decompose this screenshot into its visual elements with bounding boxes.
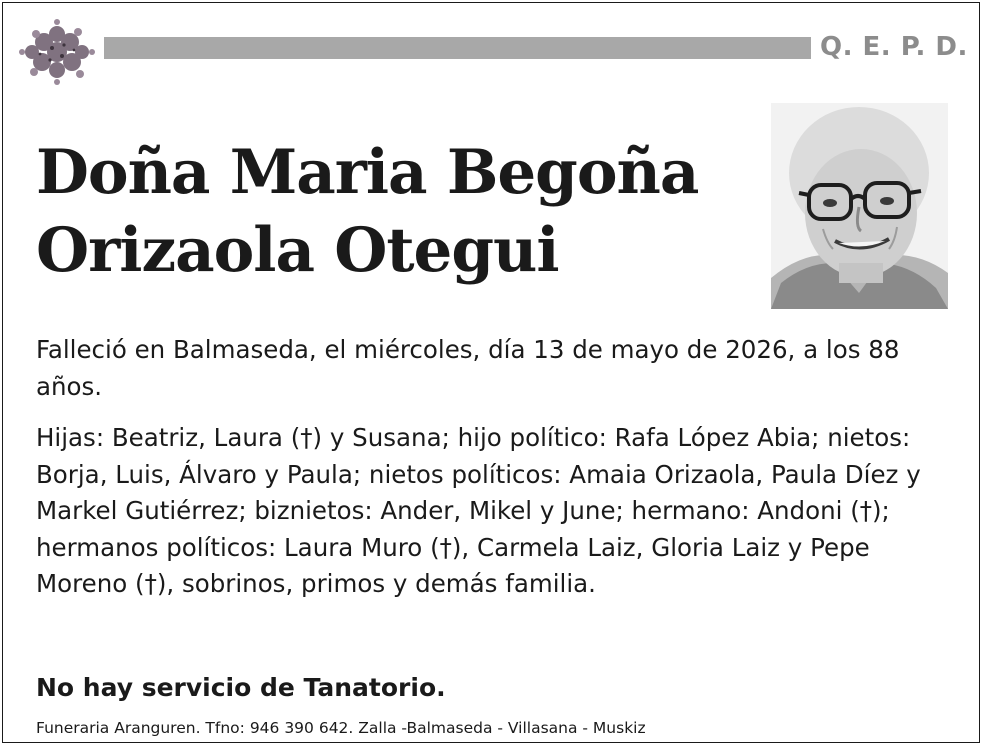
deceased-name-line-1: Doña Maria Begoña <box>36 137 699 208</box>
death-notice: Falleció en Balmaseda, el miércoles, día 13 de mayo de 2026, a los 88 años. <box>36 335 900 401</box>
funeral-home-footer: Funeraria Aranguren. Tfno: 946 390 642. Zalla -Balmaseda - Villasana - Muskiz <box>36 719 646 737</box>
deceased-name-line-2: Orizaola Otegui <box>36 215 559 286</box>
deceased-name <box>36 134 756 290</box>
flower-ornament-icon <box>14 12 100 92</box>
header-bar <box>104 37 811 59</box>
portrait-photo-icon <box>771 103 948 309</box>
family-list: Hijas: Beatriz, Laura (†) y Susana; hijo político: Rafa López Abia; nietos: Borja, Luis, Álvaro y Paula; nietos políticos: Amaia Orizaola, Paula Díez y Markel Gutiérrez; biznietos: Ander, Mikel y June; hermano: Andoni (†); hermanos políticos: Laura Muro (†), Carmela Laiz, Gloria Laiz y Pepe Moreno (†), sobrinos, primos y demás familia. <box>36 423 921 598</box>
no-service-notice: No hay servicio de Tanatorio. <box>36 673 446 702</box>
qepd-label: Q. E. P. D. <box>820 32 968 62</box>
